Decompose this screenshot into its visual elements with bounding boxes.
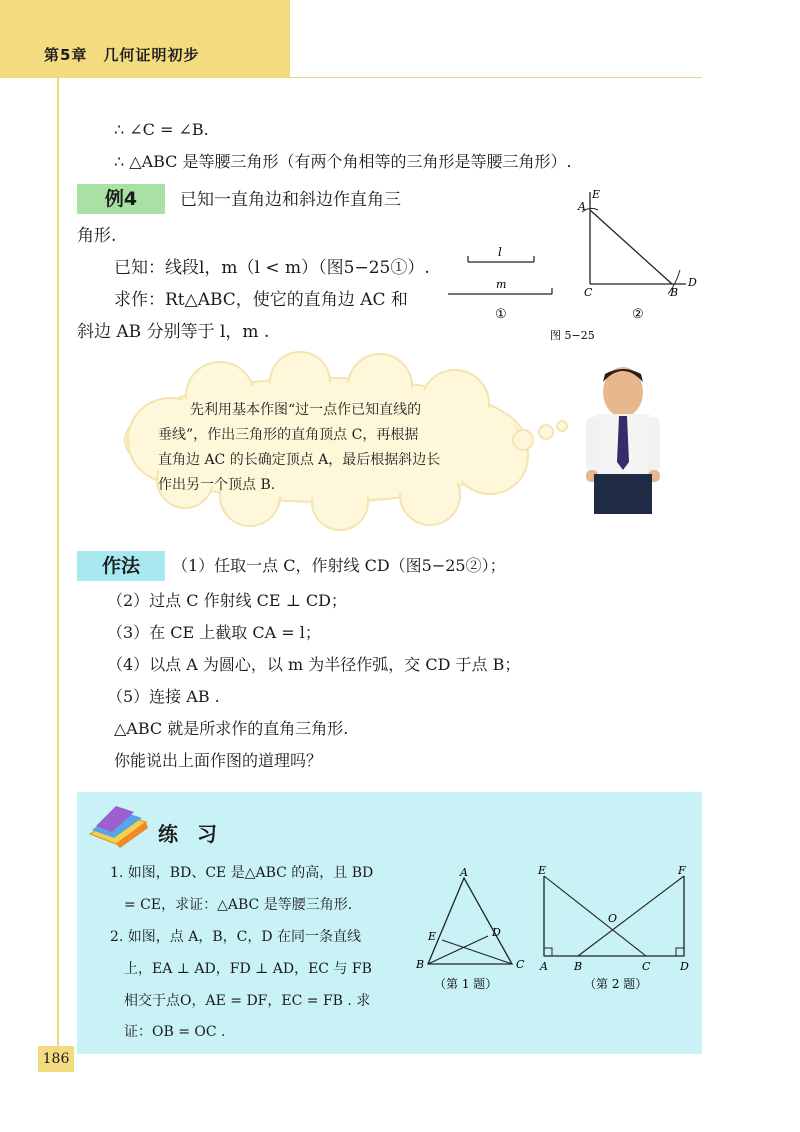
chapter-header-band [0,0,290,78]
method-step-4: （4）以点 A 为圆心，以 m 为半径作弧，交 CD 于点 B； [107,655,521,674]
fig1-point-E: E [428,930,437,943]
header-rule [290,77,702,78]
method-label: 作法 [77,551,165,581]
exercise-q2-line-2: 上，EA ⊥ AD，FD ⊥ AD，EC 与 FB [124,961,372,977]
fig2-caption: （第 2 题） [584,977,648,991]
point-D: D [688,276,697,289]
exercise-q2-line-3: 相交于点O，AE = DF，EC = FB . 求 [124,993,371,1009]
point-A: A [578,200,586,213]
proof-line-2: ∴ △ABC 是等腰三角形（有两个角相等的三角形是等腰三角形）. [114,152,572,171]
thought-line-2: 垂线”，作出三角形的直角顶点 C，再根据 [158,427,419,443]
fig2-point-E: E [538,864,547,877]
pencil-book-icon [86,800,150,848]
fig2-point-A: A [540,960,548,973]
fig1-point-B: B [416,958,425,971]
fig2-point-F: F [678,864,686,877]
fig1-point-D: D [492,926,501,939]
chapter-title: 第5章 几何证明初步 [44,46,200,64]
thought-line-1: 先利用基本作图“过一点作已知直线的 [190,402,422,418]
method-step-1: （1）任取一点 C，作射线 CD（图5−25②）； [172,556,506,575]
example-statement-1: 已知一直角边和斜边作直角三 [180,190,401,210]
fig2-point-C: C [642,960,651,973]
point-C: C [584,286,593,299]
figure-5-25 [440,180,710,345]
thought-line-4: 作出另一个顶点 B. [158,477,276,493]
fig2-point-B: B [574,960,583,973]
exercise-figure-1 [412,864,525,994]
exercise-figure-2 [534,860,698,994]
method-question: 你能说出上面作图的道理吗？ [114,751,323,770]
example-label: 例4 [77,184,165,214]
example-find-2: 斜边 AB 分别等于 l，m . [77,322,270,342]
left-margin-rule [57,78,59,1046]
point-E: E [592,188,601,201]
exercise-q2-line-4: 证：OB = OC . [124,1024,226,1040]
sub-figure-2-label: ② [632,307,644,322]
example-statement-2: 角形. [77,226,117,246]
exercise-q2-line-1: 2. 如图，点 A，B，C，D 在同一条直线 [110,929,362,945]
method-step-5: （5）连接 AB . [107,687,220,706]
fig2-point-D: D [680,960,689,973]
label-m: m [496,278,507,291]
fig1-caption: （第 1 题） [434,977,498,991]
page-number: 186 [38,1046,74,1072]
hypotenuse-AB [590,210,672,284]
exercise-q1-line-1: 1. 如图，BD、CE 是△ABC 的高，且 BD [110,865,374,881]
point-B: B [670,286,679,299]
figure-caption: 图 5−25 [550,329,595,342]
sub-figure-1-label: ① [495,307,507,322]
exercise-q1-line-2: = CE，求证：△ABC 是等腰三角形. [124,897,353,913]
fig2-point-O: O [608,912,618,925]
method-step-2: （2）过点 C 作射线 CE ⊥ CD； [107,591,347,610]
method-conclusion: △ABC 就是所求作的直角三角形. [114,719,349,738]
student-illustration [578,362,668,514]
example-given: 已知：线段l，m（l < m）（图5−25①）. [114,258,430,278]
method-step-3: （3）在 CE 上截取 CA = l； [107,623,321,642]
label-l: l [498,245,502,259]
fig1-point-C: C [516,958,525,971]
proof-line-1: ∴ ∠C = ∠B. [114,120,209,139]
fig1-point-A: A [460,866,468,879]
exercise-title: 练 习 [158,822,223,846]
thought-line-3: 直角边 AC 的长确定顶点 A，最后根据斜边长 [158,452,441,468]
example-find-1: 求作：Rt△ABC，使它的直角边 AC 和 [114,290,408,310]
